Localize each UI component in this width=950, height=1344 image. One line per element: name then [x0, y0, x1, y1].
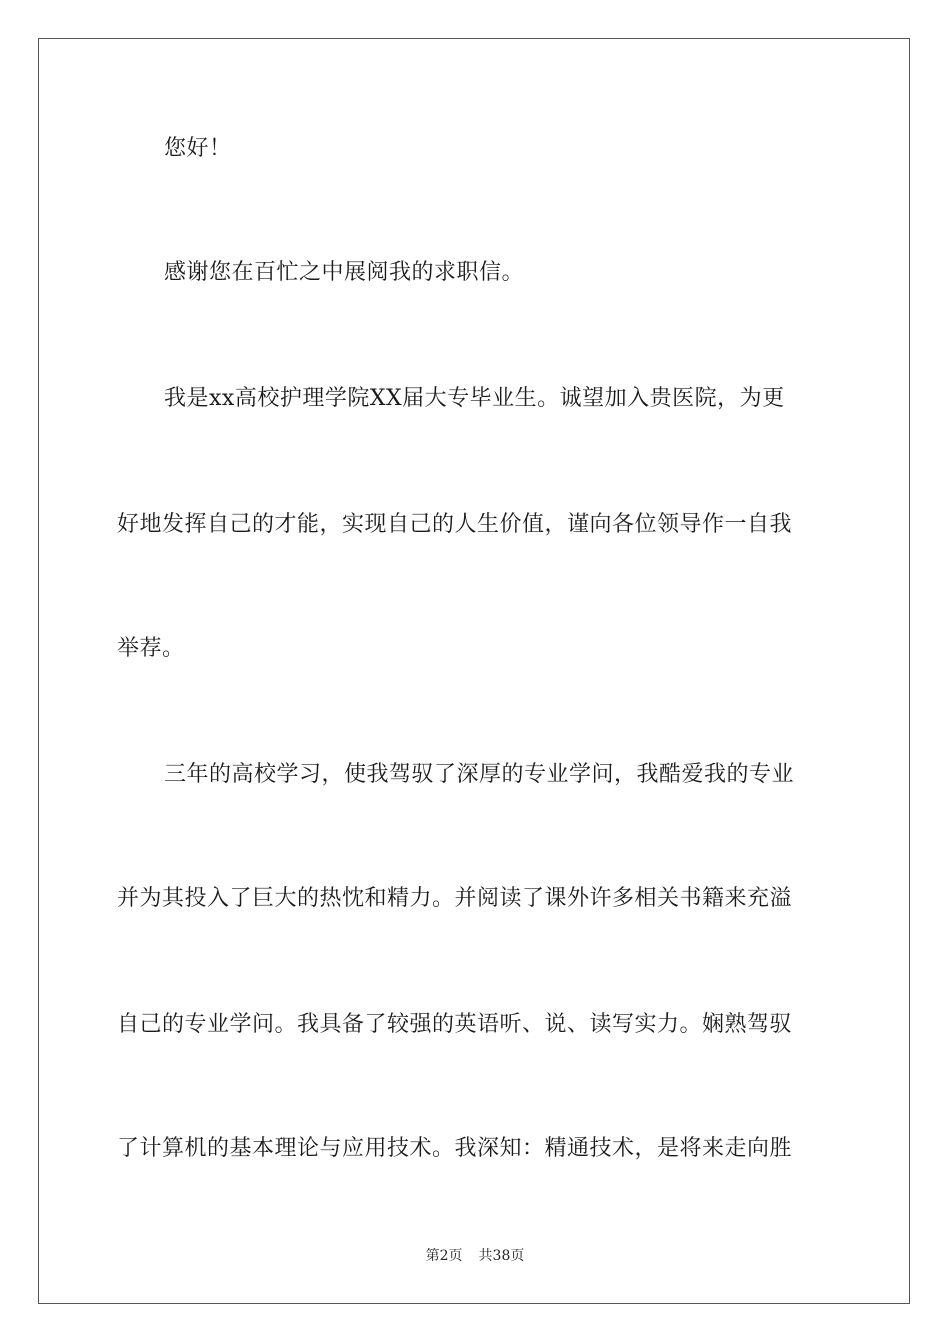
paragraph-2-line-3: 举荐。 — [117, 636, 185, 661]
page-number: 第2页 — [425, 1248, 463, 1264]
paragraph-2-line-1: 我是xx高校护理学院XX届大专毕业生。诚望加入贵医院，为更 — [164, 386, 785, 411]
greeting-line: 您好！ — [164, 136, 232, 161]
paragraph-2-line-2: 好地发挥自己的才能，实现自己的人生价值，谨向各位领导作一自我 — [117, 512, 793, 537]
paragraph-3-line-4: 了计算机的基本理论与应用技术。我深知：精通技术，是将来走向胜 — [117, 1136, 793, 1161]
page-frame — [38, 38, 910, 1304]
paragraph-3-line-3: 自己的专业学问。我具备了较强的英语听、说、读写实力。娴熟驾驭 — [117, 1012, 793, 1037]
paragraph-1-line-1: 感谢您在百忙之中展阅我的求职信。 — [164, 260, 525, 285]
paragraph-3-line-2: 并为其投入了巨大的热忱和精力。并阅读了课外许多相关书籍来充溢 — [117, 886, 793, 911]
total-pages: 共38页 — [478, 1248, 525, 1264]
page-footer — [0, 1246, 950, 1266]
paragraph-3-line-1: 三年的高校学习，使我驾驭了深厚的专业学问，我酷爱我的专业 — [164, 762, 795, 787]
